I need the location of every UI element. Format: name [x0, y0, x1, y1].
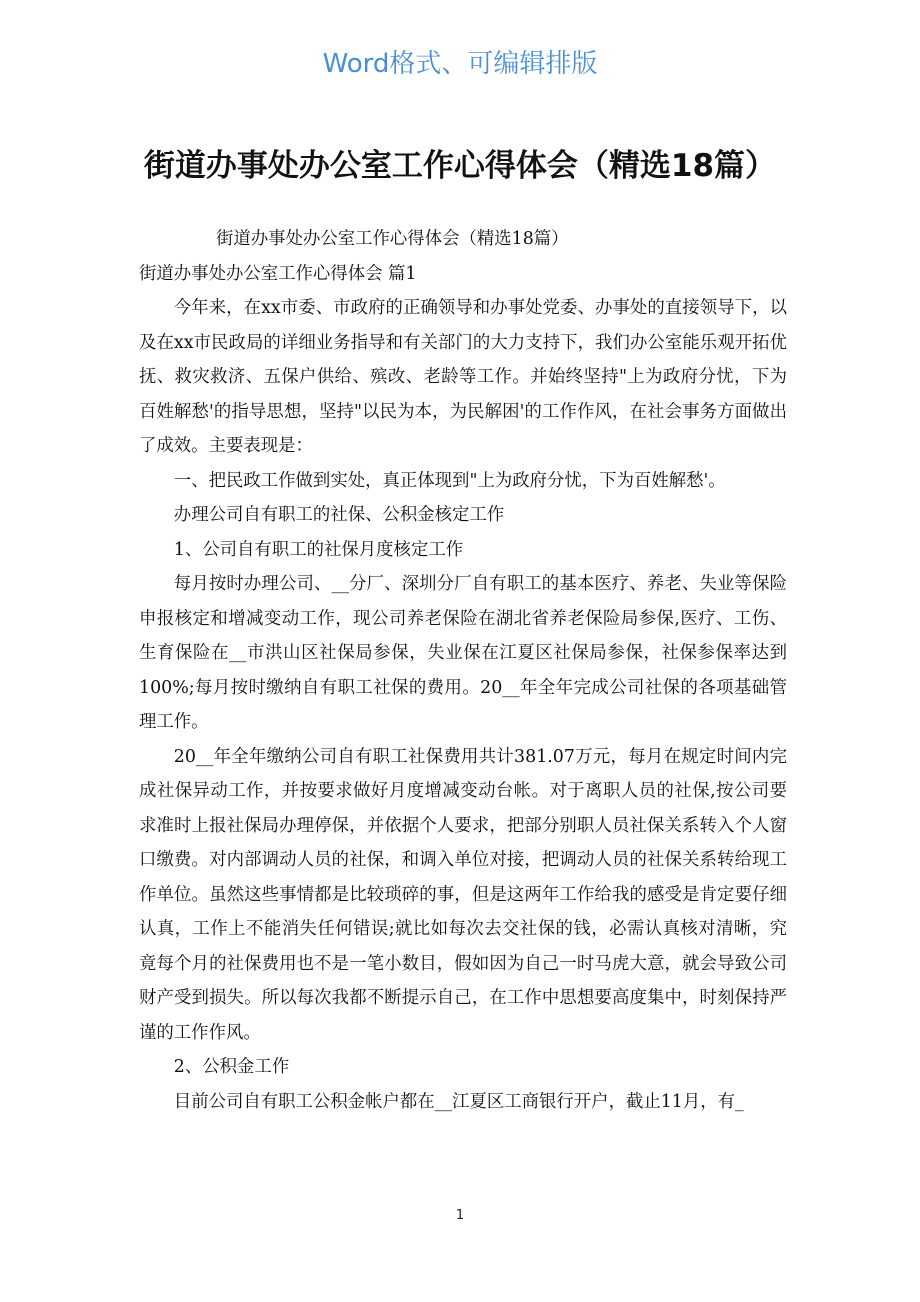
- paragraph: 目前公司自有职工公积金帐户都在__江夏区工商银行开户，截止11月，有_: [173, 1091, 744, 1112]
- paragraph: 一、把民政工作做到实处，真正体现到"上为政府分忧，下为百姓解愁'。: [173, 470, 726, 491]
- document-body: [139, 222, 787, 1119]
- document-subtitle: 街道办事处办公室工作心得体会（精选18篇）: [216, 229, 569, 249]
- paragraph: 每月按时办理公司、__分厂、深圳分厂自有职工的基本医疗、养老、失业等保险申报核定和增减变动工作，现公司养老保险在湖北省养老保险局参保,医疗、工伤、生育保险在__市洪山区社保局参保，失业保在江夏区社保局参保，社保参保率达到100%;每月按时缴纳自有职工社保的费用。20__年全年完成公司社保的各项基础管理工作。: [139, 574, 787, 732]
- paragraph: 1、公司自有职工的社保月度核定工作: [173, 539, 464, 560]
- paragraph: 今年来，在xx市委、市政府的正确领导和办事处党委、办事处的直接领导下，以及在xx市民政局的详细业务指导和有关部门的大力支持下，我们办公室能乐观开拓优抚、救灾救济、五保户供给、殡改、老龄等工作。并始终坚持"上为政府分忧，下为百姓解愁'的指导思想，坚持"以民为本，为民解困'的工作作风，在社会事务方面做出了成效。主要表现是：: [139, 298, 787, 456]
- document-title: 街道办事处办公室工作心得体会（精选18篇）: [143, 148, 777, 184]
- page-header-banner: Word格式、可编辑排版: [322, 49, 598, 79]
- paragraph: 2、公积金工作: [173, 1057, 290, 1077]
- paragraph: 办理公司自有职工的社保、公积金核定工作: [173, 505, 505, 525]
- paragraph: 20__年全年缴纳公司自有职工社保费用共计381.07万元，每月在规定时间内完成社保异动工作，并按要求做好月度增减变动台帐。对于离职人员的社保,按公司要求准时上报社保局办理停保，并依据个人要求，把部分别职人员社保关系转入个人窗口缴费。对内部调动人员的社保，和调入单位对接，把调动人员的社保关系转给现工作单位。虽然这些事情都是比较琐碎的事，但是这两年工作给我的感受是肯定要仔细认真，工作上不能消失任何错误;就比如每次去交社保的钱，必需认真核对清晰，究竟每个月的社保费用也不是一笔小数目，假如因为自己一时马虎大意，就会导致公司财产受到损失。所以每次我都不断提示自己，在工作中思想要高度集中，时刻保持严谨的工作作风。: [139, 746, 787, 1043]
- page-number: 1: [455, 1208, 465, 1223]
- section-heading: 街道办事处办公室工作心得体会 篇1: [139, 263, 417, 284]
